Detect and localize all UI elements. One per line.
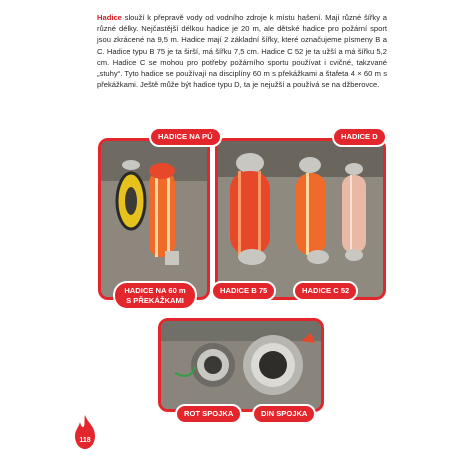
keyword-hadice: Hadice [97,13,122,22]
label-din-spojka: DIN SPOJKA [252,404,316,424]
photo-couplings-image [161,321,321,409]
photo-hoses-pu-and-60m [98,138,210,300]
label-hadice-d: HADICE D [332,127,387,147]
label-hadice-na-60m: HADICE NA 60 m S PŘEKÁŽKAMI [113,281,197,310]
photo-hoses-b75-c52-d-image [218,141,383,297]
page-number: 118 [79,437,91,444]
paragraph-text: slouží k přepravě vody od vodního zdroje k místu hašení. Mají různé šířky a různé délky. Nejčastější délkou hadice je 20 m, ale dětské hadice pro požární sport jsou zkrácené na 9,5 m. Hadice mají 2 základní šířky, které označujeme písmeny B a C. Hadice typu B 75 je ta širší, má šířku 7,5 cm. Hadice C 52 je ta užší a má šířku 5,2 cm. Hadice C se mohou pro potřeby požárního sportu používat i cvičné, takzvané „stuhy“. Tyto hadice se používají na disciplíny 60 m s překážkami a štafeta 4 × 60 m s překážkami. Ještě může být hadice typu D, ta je nejužší a používá se na džberovce. [97,13,387,90]
photo-hoses-pu-and-60m-image [101,141,207,297]
flame-icon [73,414,97,450]
photo-hoses-b75-c52-d [215,138,386,300]
label-hadice-b75: HADICE B 75 [211,281,276,301]
label-hadice-c52: HADICE C 52 [293,281,358,301]
label-hadice-na-pu: HADICE NA PÚ [149,127,222,147]
label-rot-spojka: ROT SPOJKA [175,404,242,424]
photo-couplings [158,318,324,412]
intro-paragraph [97,12,387,90]
